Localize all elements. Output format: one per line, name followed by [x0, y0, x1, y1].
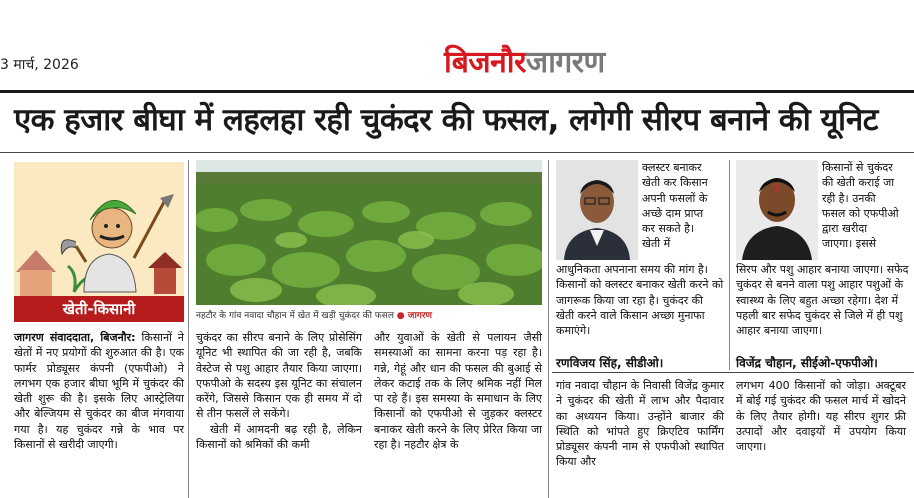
article-col2-para2: खेती में आमदनी बढ़ रही है, लेकिन किसानों को श्रमिकों की कमी [196, 422, 362, 452]
article-col1-text: किसानों ने खेतों में नए प्रयोगों की शुरुआत की है। एक फार्मर प्रोड्यूसर कंपनी (एफपीओ) ने लगभग एक हजार बीघा भूमि में चुकंदर की खेती शुरू की है। इसके लिए आस्ट्रेलिया और बेल्जियम से चुकंदर का बीज मंगवाया गया है। यह चुकंदर गन्ने के भाव पर किसानों से खरीदी जाएगी। [14, 331, 185, 452]
quote1-line: कर सकते है। [642, 222, 695, 236]
quote1-attribution: रणविजय सिंह, सीडीओ। [556, 356, 664, 370]
cdo-portrait [556, 160, 638, 260]
article-column-1 [14, 330, 184, 452]
field-image-icon [196, 160, 542, 305]
quote-box-rule [552, 372, 914, 373]
section-label: खेती-किसानी [14, 296, 184, 322]
photo-caption [196, 308, 542, 321]
quote1-line: अच्छे दाम प्राप्त [642, 206, 704, 220]
quote2-line: की खेती कराई जा [822, 176, 895, 190]
quote2-attribution: विजेंद्र चौहान, सीईओ-एफपीओ। [736, 356, 878, 370]
article-column-4: गांव नवादा चौहान के निवासी विजेंद्र कुमार ने चुकंदर की खेती में लाभ और पैदावार का अध्ययन किया। उन्होंने बाजार की स्थिति को भांपते हुए क्रिएटिव फार्मिंग प्रोड्यूसर कंपनी नाम से एफपीओ स्थापित किया और [556, 379, 724, 469]
article-column-2 [196, 330, 362, 452]
quote1-body: आधुनिकता अपनाना समय की मांग है। किसानों को क्लस्टर बनाकर खेती करने को जागरूक किया जा रहा है। चुकंदर की खेती करने वाले किसान अच्छा मुनाफा कमाएंगे। [556, 263, 724, 338]
newspaper-masthead [444, 40, 605, 80]
article-headline: एक हजार बीघा में लहलहा रही चुकंदर की फसल, लगेगी सीरप बनाने की यूनिट [14, 102, 878, 138]
quote2-line: रही है। उनकी [822, 191, 876, 205]
quote2-line: जाएगा। इससे [822, 237, 877, 251]
ceo-portrait [736, 160, 818, 260]
article-column-3: और युवाओं के खेती से पलायन जैसी समस्याओं का सामना करना पड़ रहा है। गन्ने, गेहूं और धान की फसल की बुआई से लेकर कटाई तक के लिए श्रमिक नहीं मिल पा रहे हैं। इस समस्या के समाधान के लिए किसानों को एफपीओ से जुड़कर क्लस्टर बनाकर खेती करने के लिए प्रेरित किया जा रहा है। नहटौर क्षेत्र के [374, 331, 542, 452]
quote1-line: अपनी फसलों के [642, 191, 708, 205]
quote2-line: द्वारा खरीदा [822, 222, 868, 236]
edition-date: 3 मार्च, 2026 [0, 57, 79, 73]
column-divider [188, 160, 189, 498]
quote1-side-lines [642, 160, 724, 252]
quote2-side-lines [822, 160, 912, 252]
column-divider [729, 160, 730, 370]
article-dateline: जागरण संवाददाता, बिजनौर: [14, 331, 136, 344]
person-photo-icon [556, 160, 638, 260]
beetroot-field-photo [196, 160, 542, 305]
quote2-body: सिरप और पशु आहार बनाया जाएगा। सफेद चुकंदर से बनने वाला पशु आहार पशुओं के स्वास्थ्य के लिए बहुत अच्छा रहेगा। देश में पहली बार सफेद चुकंदर से जिले में ही पशु आहार बनाया जाएगा। [736, 263, 909, 338]
masthead-brand: जागरण [525, 45, 605, 80]
person-photo-icon [736, 160, 818, 260]
quote2-line: किसानों से चुकंदर [822, 161, 893, 174]
header-rule [0, 90, 914, 93]
quote1-line: खेती कर किसान [642, 176, 708, 190]
caption-text: नहटौर के गांव नवादा चौहान में खेत में खड़ी चुकंदर की फसल [196, 311, 394, 321]
quote2-line: फसल को एफपीओ [822, 206, 899, 220]
quote1-line: खेती में [642, 237, 671, 251]
masthead-city: बिजनौर [444, 45, 526, 80]
photo-credit: ● जागरण [396, 311, 433, 321]
quote1-line: क्लस्टर बनाकर [642, 161, 702, 174]
article-column-5: लगभग 400 किसानों को जोड़ा। अक्टूबर में बोई गई चुकंदर की फसल मार्च में खोदने के लिए तैयार होगी। यह सीरप शुगर फ्री उत्पादों और दवाइयों में उपयोग किया जाएगा। [736, 379, 906, 454]
column-divider [548, 160, 549, 498]
headline-rule [0, 152, 914, 153]
article-col2-para1: चुकंदर का सीरप बनाने के लिए प्रोसेसिंग यूनिट भी स्थापित की जा रही है, जबकि वेस्टेज से पशु आहार तैयार किया जाएगा। एफपीओ के सदस्य इस यूनिट का संचालन करेंगे, जिससे किसान एक ही समय में दो से तीन फसलें ले सकेंगे। [196, 331, 362, 421]
